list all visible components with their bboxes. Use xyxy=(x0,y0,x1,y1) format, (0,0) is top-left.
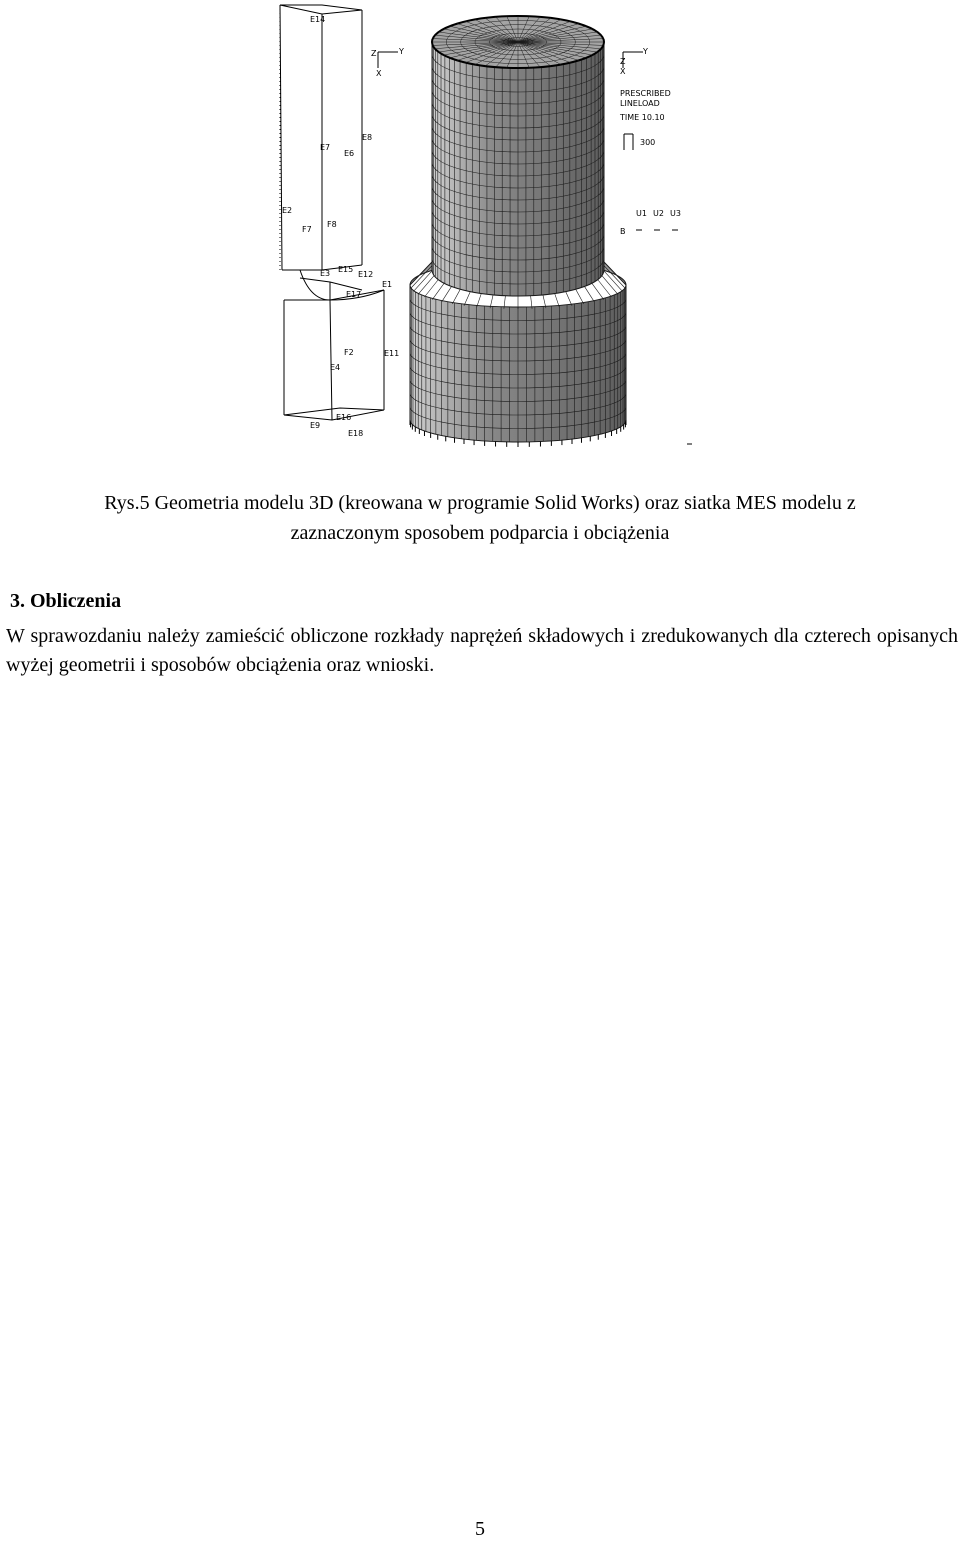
axis-z-label: Z xyxy=(371,49,377,58)
load-legend xyxy=(619,89,671,150)
node-label: E7 xyxy=(320,143,331,152)
page-number: 5 xyxy=(475,1518,485,1540)
caption-line-2: zaznaczonym sposobem podparcia i obciążenia xyxy=(290,522,670,544)
node-label: E16 xyxy=(336,413,352,422)
dof-label-u3: U3 xyxy=(670,209,681,218)
bc-label: B xyxy=(620,227,626,236)
node-label: E9 xyxy=(310,421,321,430)
dof-label-u2: U2 xyxy=(653,209,664,218)
legend-line-2: LINELOAD xyxy=(620,99,660,108)
figure-caption xyxy=(0,488,960,548)
axis-y-label-right: Y xyxy=(643,47,648,56)
dof-label-u1: U1 xyxy=(636,209,647,218)
node-label: E14 xyxy=(310,15,326,24)
node-label: E11 xyxy=(384,349,400,358)
node-label: E15 xyxy=(338,265,354,274)
top-cap xyxy=(432,16,604,68)
node-labels xyxy=(282,15,399,438)
axis-z-label-right: Z xyxy=(620,57,626,66)
node-label: E6 xyxy=(344,149,355,158)
node-label: E4 xyxy=(330,363,341,372)
node-label: F2 xyxy=(344,348,354,357)
node-label: E3 xyxy=(320,269,331,278)
load-arrow-icon xyxy=(624,134,633,150)
legend-line-3: TIME 10.10 xyxy=(620,113,665,122)
node-label: F7 xyxy=(302,225,312,234)
axis-triad-right xyxy=(620,47,648,76)
axis-y-label: Y xyxy=(399,47,404,56)
node-label: E18 xyxy=(348,429,364,438)
node-label: E8 xyxy=(362,133,373,142)
upper-cylinder xyxy=(432,42,604,296)
caption-line-1: Rys.5 Geometria modelu 3D (kreowana w programie Solid Works) oraz siatka MES modelu z xyxy=(104,492,856,514)
mesh-line xyxy=(603,265,625,288)
figure-fem-model xyxy=(270,0,700,450)
axis-x-label-right: X xyxy=(620,67,626,76)
section-heading: 3. Obliczenia xyxy=(10,590,122,612)
node-label: E1 xyxy=(382,280,393,289)
mesh-line xyxy=(411,265,433,288)
node-label: E12 xyxy=(358,270,374,279)
load-value: 300 xyxy=(640,138,656,147)
node-label: F8 xyxy=(327,220,337,229)
node-label: E17 xyxy=(346,290,362,299)
legend-line-1: PRESCRIBED xyxy=(620,89,671,98)
axis-x-label: X xyxy=(376,69,382,78)
node-label: E2 xyxy=(282,206,293,215)
wireframe-geometry xyxy=(280,5,384,420)
boundary-condition-legend xyxy=(620,209,681,236)
axis-triad-left xyxy=(371,47,404,78)
mesh-model xyxy=(410,16,626,447)
section-paragraph: W sprawozdaniu należy zamieścić obliczone rozkłady naprężeń składowych i zredukowanych dla czterech opisanych wyżej geometrii i sposobów obciążenia oraz wnioski. xyxy=(6,625,958,676)
